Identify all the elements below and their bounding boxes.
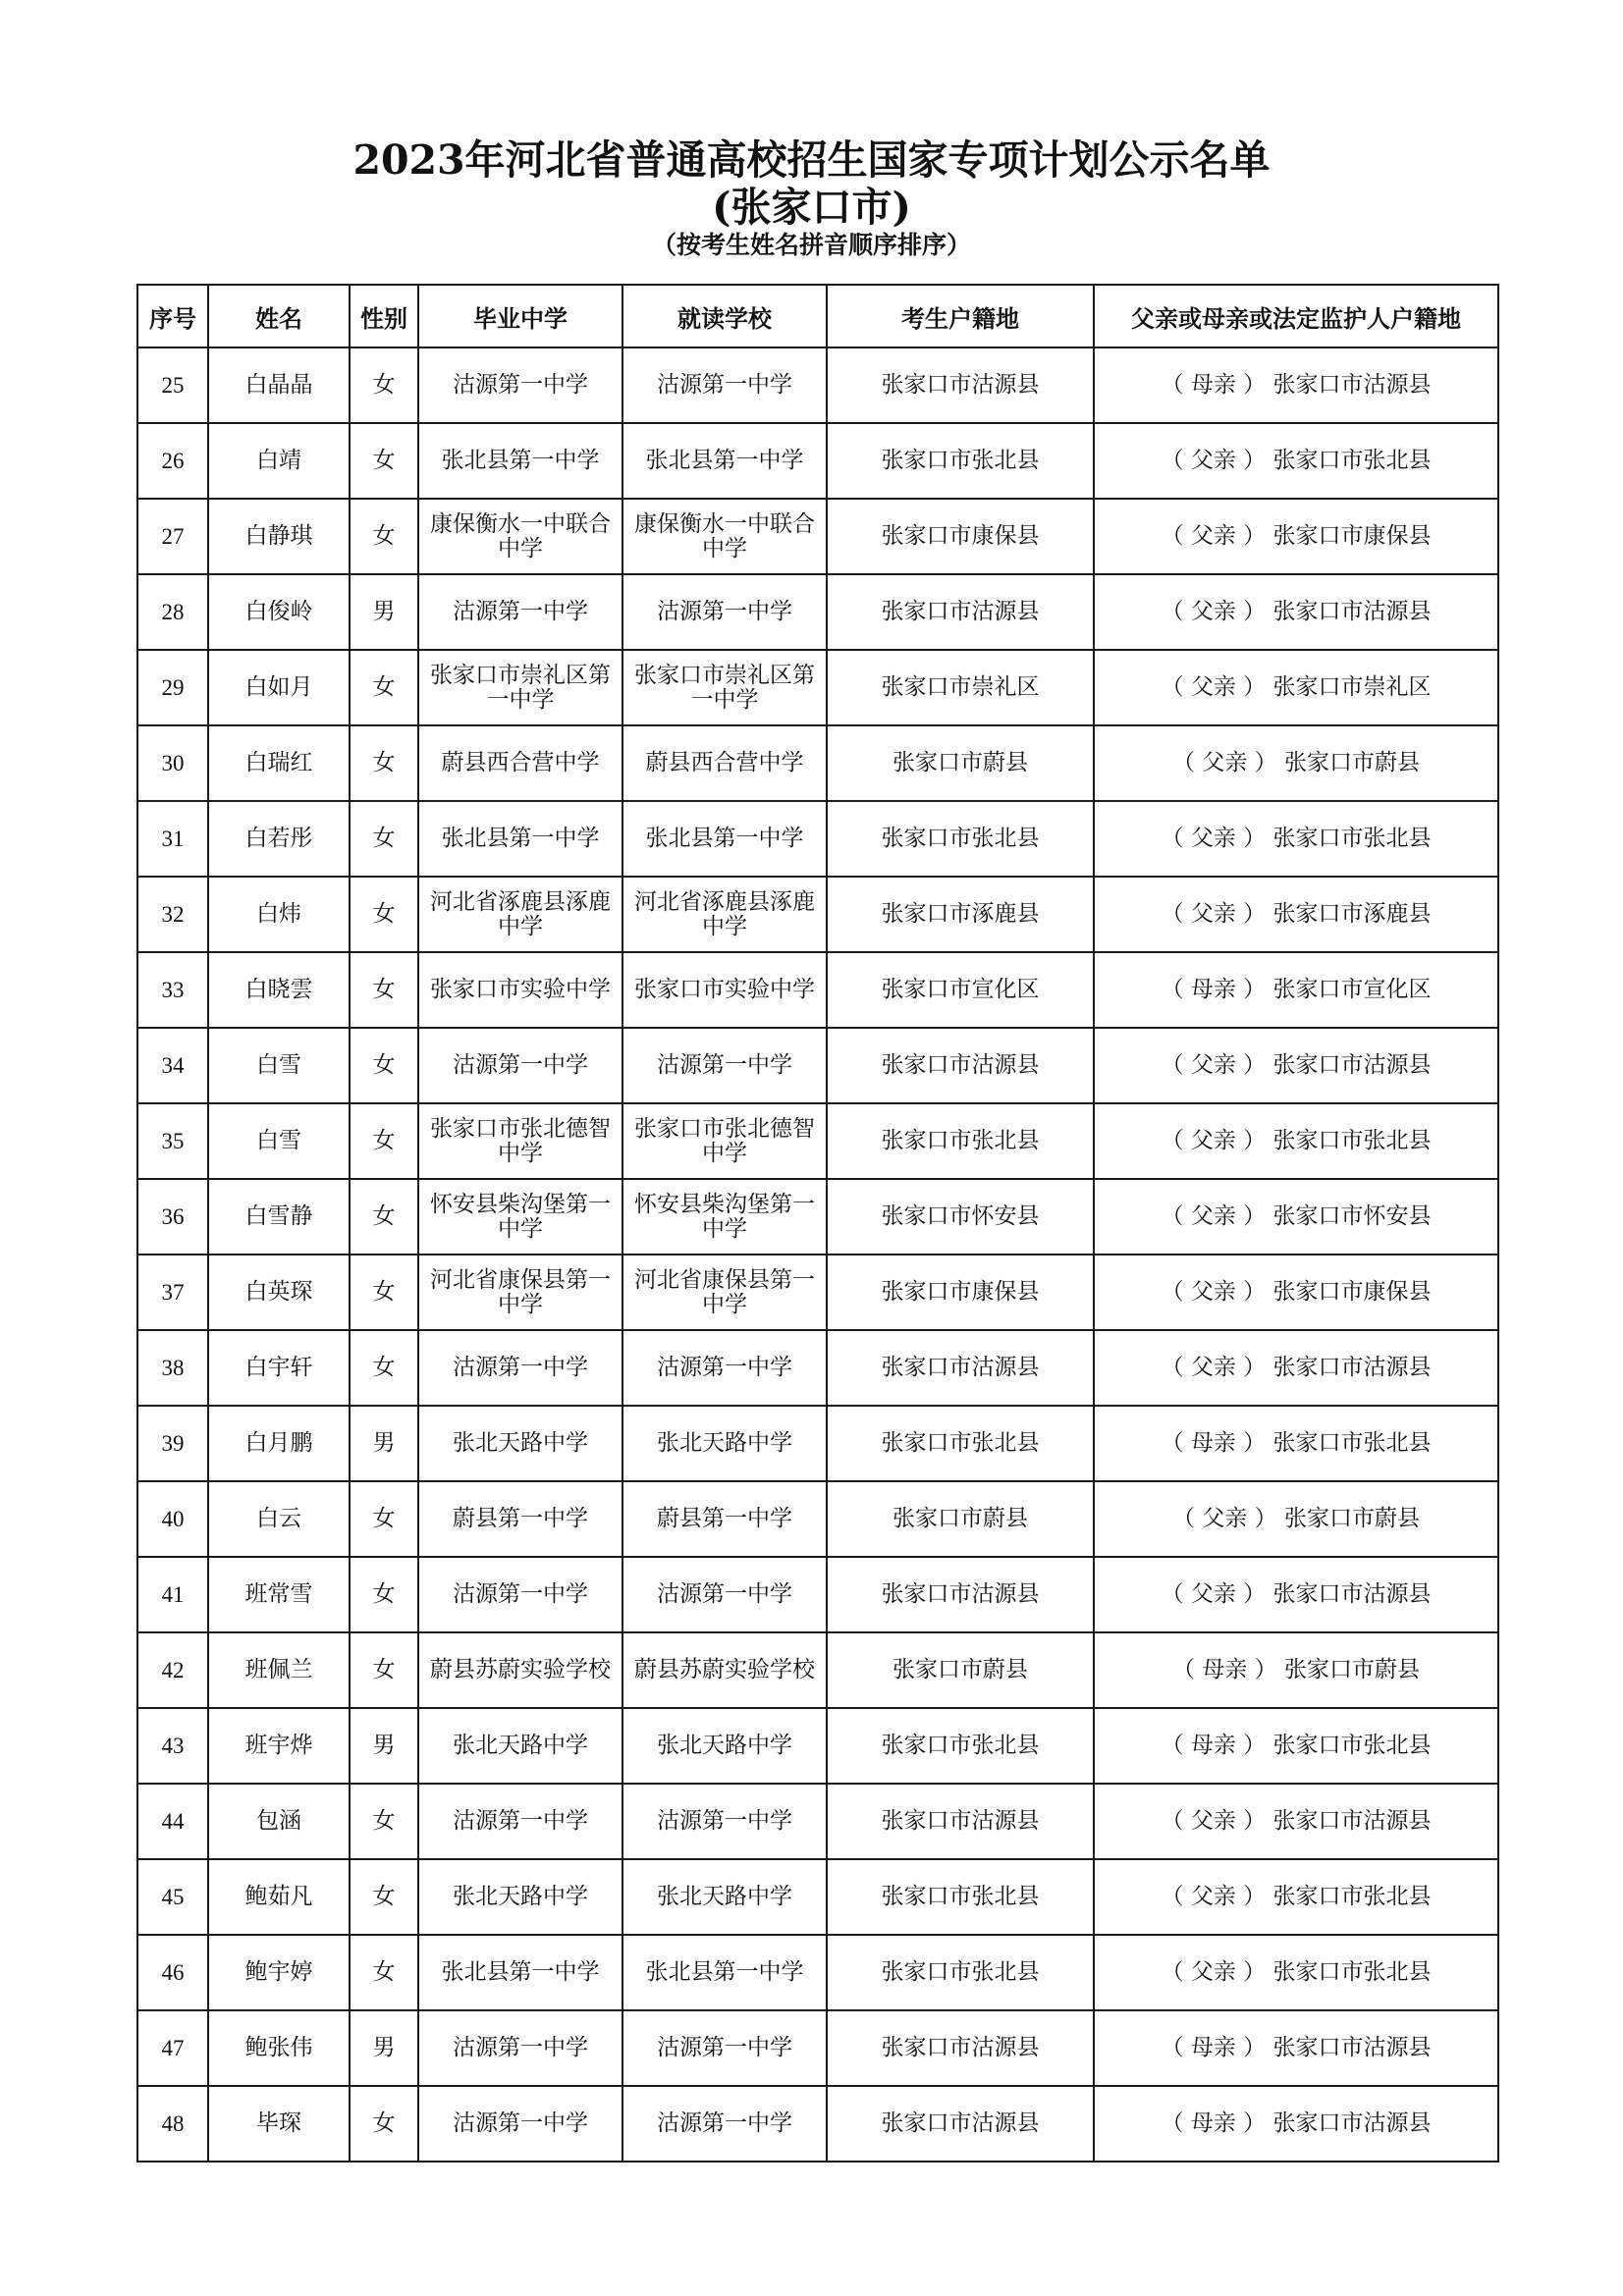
cell-graduating-school: 怀安县柴沟堡第一中学: [418, 1179, 622, 1255]
cell-graduating-school: 沽源第一中学: [418, 347, 622, 423]
header-guardian-registration: 父亲或母亲或法定监护人户籍地: [1094, 285, 1498, 347]
cell-graduating-school: 河北省涿鹿县涿鹿中学: [418, 877, 622, 952]
cell-household-registration: 张家口市沽源县: [827, 1028, 1094, 1103]
cell-household-registration: 张家口市沽源县: [827, 2010, 1094, 2086]
header-graduating-school: 毕业中学: [418, 285, 622, 347]
cell-current-school: 蔚县苏蔚实验学校: [622, 1632, 827, 1708]
cell-guardian-registration: （ 父亲 ） 张家口市沽源县: [1094, 1784, 1498, 1859]
cell-guardian-registration: （ 父亲 ） 张家口市张北县: [1094, 1859, 1498, 1935]
header-household-registration: 考生户籍地: [827, 285, 1094, 347]
cell-graduating-school: 张家口市崇礼区第一中学: [418, 650, 622, 725]
cell-name: 鲍张伟: [208, 2010, 350, 2086]
cell-graduating-school: 沽源第一中学: [418, 1784, 622, 1859]
cell-name: 白俊岭: [208, 574, 350, 650]
table-row: [137, 499, 1498, 574]
cell-guardian-registration: （ 父亲 ） 张家口市蔚县: [1094, 725, 1498, 801]
cell-household-registration: 张家口市张北县: [827, 1859, 1094, 1935]
cell-graduating-school: 张家口市张北德智中学: [418, 1103, 622, 1179]
cell-household-registration: 张家口市张北县: [827, 801, 1094, 877]
table-row: [137, 877, 1498, 952]
cell-household-registration: 张家口市沽源县: [827, 1784, 1094, 1859]
table-row: [137, 1859, 1498, 1935]
cell-guardian-registration: （ 父亲 ） 张家口市张北县: [1094, 1935, 1498, 2010]
cell-graduating-school: 沽源第一中学: [418, 1330, 622, 1406]
table-body: [137, 347, 1498, 2162]
cell-graduating-school: 张北天路中学: [418, 1708, 622, 1784]
cell-index: 43: [137, 1708, 208, 1784]
cell-name: 白瑞红: [208, 725, 350, 801]
cell-graduating-school: 蔚县第一中学: [418, 1481, 622, 1557]
cell-name: 白雪静: [208, 1179, 350, 1255]
cell-name: 班常雪: [208, 1557, 350, 1632]
cell-household-registration: 张家口市沽源县: [827, 1330, 1094, 1406]
cell-current-school: 张家口市张北德智中学: [622, 1103, 827, 1179]
cell-household-registration: 张家口市张北县: [827, 1406, 1094, 1481]
cell-name: 白雪: [208, 1028, 350, 1103]
cell-index: 25: [137, 347, 208, 423]
cell-index: 35: [137, 1103, 208, 1179]
cell-name: 白炜: [208, 877, 350, 952]
cell-name: 鲍茹凡: [208, 1859, 350, 1935]
cell-name: 鲍宇婷: [208, 1935, 350, 2010]
cell-guardian-registration: （ 母亲 ） 张家口市沽源县: [1094, 347, 1498, 423]
cell-index: 41: [137, 1557, 208, 1632]
cell-current-school: 沽源第一中学: [622, 1557, 827, 1632]
cell-index: 46: [137, 1935, 208, 2010]
cell-name: 班佩兰: [208, 1632, 350, 1708]
cell-gender: 女: [350, 1859, 418, 1935]
cell-name: 班宇烨: [208, 1708, 350, 1784]
cell-gender: 男: [350, 574, 418, 650]
cell-current-school: 张北天路中学: [622, 1708, 827, 1784]
cell-current-school: 河北省涿鹿县涿鹿中学: [622, 877, 827, 952]
table-header-row: [137, 285, 1498, 347]
cell-household-registration: 张家口市沽源县: [827, 1557, 1094, 1632]
table-row: [137, 1557, 1498, 1632]
cell-gender: 女: [350, 1179, 418, 1255]
cell-household-registration: 张家口市张北县: [827, 1935, 1094, 2010]
sort-note: （按考生姓名拼音顺序排序）: [651, 231, 971, 259]
cell-gender: 女: [350, 1632, 418, 1708]
cell-graduating-school: 河北省康保县第一中学: [418, 1255, 622, 1330]
table-row: [137, 1028, 1498, 1103]
cell-index: 44: [137, 1784, 208, 1859]
cell-name: 白靖: [208, 423, 350, 499]
cell-index: 36: [137, 1179, 208, 1255]
cell-guardian-registration: （ 父亲 ） 张家口市怀安县: [1094, 1179, 1498, 1255]
cell-household-registration: 张家口市沽源县: [827, 2086, 1094, 2162]
cell-current-school: 张北天路中学: [622, 1406, 827, 1481]
cell-guardian-registration: （ 父亲 ） 张家口市张北县: [1094, 423, 1498, 499]
cell-current-school: 沽源第一中学: [622, 2010, 827, 2086]
table-row: [137, 347, 1498, 423]
cell-graduating-school: 沽源第一中学: [418, 1557, 622, 1632]
cell-graduating-school: 沽源第一中学: [418, 574, 622, 650]
cell-gender: 女: [350, 650, 418, 725]
roster-table: [136, 284, 1499, 2163]
table-row: [137, 2010, 1498, 2086]
cell-name: 包涵: [208, 1784, 350, 1859]
cell-guardian-registration: （ 父亲 ） 张家口市沽源县: [1094, 1557, 1498, 1632]
cell-gender: 女: [350, 725, 418, 801]
cell-current-school: 张北县第一中学: [622, 801, 827, 877]
cell-name: 白静琪: [208, 499, 350, 574]
cell-graduating-school: 蔚县苏蔚实验学校: [418, 1632, 622, 1708]
cell-current-school: 沽源第一中学: [622, 574, 827, 650]
cell-gender: 男: [350, 1708, 418, 1784]
cell-current-school: 蔚县第一中学: [622, 1481, 827, 1557]
cell-index: 39: [137, 1406, 208, 1481]
cell-household-registration: 张家口市蔚县: [827, 725, 1094, 801]
cell-graduating-school: 张家口市实验中学: [418, 952, 622, 1028]
cell-gender: 男: [350, 2010, 418, 2086]
cell-graduating-school: 沽源第一中学: [418, 2086, 622, 2162]
cell-gender: 女: [350, 1935, 418, 2010]
cell-guardian-registration: （ 父亲 ） 张家口市张北县: [1094, 801, 1498, 877]
table-row: [137, 1255, 1498, 1330]
cell-household-registration: 张家口市蔚县: [827, 1632, 1094, 1708]
cell-name: 白云: [208, 1481, 350, 1557]
cell-graduating-school: 沽源第一中学: [418, 2010, 622, 2086]
cell-index: 38: [137, 1330, 208, 1406]
cell-graduating-school: 康保衡水一中联合中学: [418, 499, 622, 574]
cell-gender: 女: [350, 1255, 418, 1330]
table-row: [137, 423, 1498, 499]
table-row: [137, 574, 1498, 650]
cell-household-registration: 张家口市张北县: [827, 423, 1094, 499]
table-row: [137, 1103, 1498, 1179]
cell-household-registration: 张家口市蔚县: [827, 1481, 1094, 1557]
cell-current-school: 张北天路中学: [622, 1859, 827, 1935]
table-row: [137, 952, 1498, 1028]
cell-index: 29: [137, 650, 208, 725]
table-row: [137, 1632, 1498, 1708]
table-row: [137, 801, 1498, 877]
cell-guardian-registration: （ 母亲 ） 张家口市张北县: [1094, 1406, 1498, 1481]
cell-index: 42: [137, 1632, 208, 1708]
cell-household-registration: 张家口市康保县: [827, 1255, 1094, 1330]
table-row: [137, 650, 1498, 725]
cell-graduating-school: 张北县第一中学: [418, 1935, 622, 2010]
cell-index: 45: [137, 1859, 208, 1935]
cell-index: 33: [137, 952, 208, 1028]
cell-name: 白月鹏: [208, 1406, 350, 1481]
cell-gender: 女: [350, 801, 418, 877]
cell-gender: 女: [350, 1481, 418, 1557]
cell-household-registration: 张家口市怀安县: [827, 1179, 1094, 1255]
cell-index: 26: [137, 423, 208, 499]
cell-name: 毕琛: [208, 2086, 350, 2162]
header-gender: 性别: [350, 285, 418, 347]
cell-graduating-school: 张北县第一中学: [418, 423, 622, 499]
cell-current-school: 沽源第一中学: [622, 1028, 827, 1103]
cell-gender: 女: [350, 1028, 418, 1103]
cell-household-registration: 张家口市宣化区: [827, 952, 1094, 1028]
cell-household-registration: 张家口市沽源县: [827, 347, 1094, 423]
cell-guardian-registration: （ 父亲 ） 张家口市沽源县: [1094, 574, 1498, 650]
cell-gender: 女: [350, 1103, 418, 1179]
cell-name: 白英琛: [208, 1255, 350, 1330]
cell-gender: 女: [350, 499, 418, 574]
cell-guardian-registration: （ 母亲 ） 张家口市蔚县: [1094, 1632, 1498, 1708]
cell-guardian-registration: （ 父亲 ） 张家口市康保县: [1094, 499, 1498, 574]
cell-gender: 女: [350, 423, 418, 499]
cell-graduating-school: 张北天路中学: [418, 1859, 622, 1935]
cell-graduating-school: 张北天路中学: [418, 1406, 622, 1481]
cell-name: 白如月: [208, 650, 350, 725]
cell-current-school: 沽源第一中学: [622, 347, 827, 423]
table-row: [137, 1179, 1498, 1255]
cell-name: 白若彤: [208, 801, 350, 877]
cell-gender: 女: [350, 1330, 418, 1406]
cell-guardian-registration: （ 父亲 ） 张家口市涿鹿县: [1094, 877, 1498, 952]
cell-current-school: 张北县第一中学: [622, 423, 827, 499]
table-row: [137, 1330, 1498, 1406]
table-row: [137, 1481, 1498, 1557]
cell-current-school: 康保衡水一中联合中学: [622, 499, 827, 574]
header-current-school: 就读学校: [622, 285, 827, 347]
cell-gender: 女: [350, 952, 418, 1028]
cell-name: 白雪: [208, 1103, 350, 1179]
cell-guardian-registration: （ 父亲 ） 张家口市张北县: [1094, 1103, 1498, 1179]
cell-index: 34: [137, 1028, 208, 1103]
cell-index: 30: [137, 725, 208, 801]
cell-index: 32: [137, 877, 208, 952]
table-row: [137, 1708, 1498, 1784]
cell-guardian-registration: （ 父亲 ） 张家口市崇礼区: [1094, 650, 1498, 725]
cell-name: 白晶晶: [208, 347, 350, 423]
cell-gender: 男: [350, 1406, 418, 1481]
cell-household-registration: 张家口市张北县: [827, 1103, 1094, 1179]
cell-current-school: 沽源第一中学: [622, 2086, 827, 2162]
cell-guardian-registration: （ 母亲 ） 张家口市张北县: [1094, 1708, 1498, 1784]
cell-current-school: 河北省康保县第一中学: [622, 1255, 827, 1330]
cell-household-registration: 张家口市涿鹿县: [827, 877, 1094, 952]
cell-guardian-registration: （ 父亲 ） 张家口市康保县: [1094, 1255, 1498, 1330]
table-row: [137, 1406, 1498, 1481]
cell-index: 28: [137, 574, 208, 650]
document-subtitle: (张家口市): [712, 184, 911, 231]
cell-gender: 女: [350, 1557, 418, 1632]
cell-current-school: 沽源第一中学: [622, 1330, 827, 1406]
cell-guardian-registration: （ 母亲 ） 张家口市宣化区: [1094, 952, 1498, 1028]
cell-household-registration: 张家口市张北县: [827, 1708, 1094, 1784]
table-row: [137, 725, 1498, 801]
cell-guardian-registration: （ 父亲 ） 张家口市沽源县: [1094, 1330, 1498, 1406]
cell-index: 27: [137, 499, 208, 574]
cell-gender: 女: [350, 2086, 418, 2162]
cell-name: 白宇轩: [208, 1330, 350, 1406]
cell-current-school: 张北县第一中学: [622, 1935, 827, 2010]
cell-household-registration: 张家口市沽源县: [827, 574, 1094, 650]
cell-current-school: 张家口市崇礼区第一中学: [622, 650, 827, 725]
table-row: [137, 2086, 1498, 2162]
header-index: 序号: [137, 285, 208, 347]
cell-gender: 女: [350, 347, 418, 423]
table-row: [137, 1935, 1498, 2010]
cell-index: 40: [137, 1481, 208, 1557]
cell-guardian-registration: （ 母亲 ） 张家口市沽源县: [1094, 2086, 1498, 2162]
cell-household-registration: 张家口市康保县: [827, 499, 1094, 574]
cell-guardian-registration: （ 父亲 ） 张家口市沽源县: [1094, 1028, 1498, 1103]
header-name: 姓名: [208, 285, 350, 347]
cell-guardian-registration: （ 母亲 ） 张家口市沽源县: [1094, 2010, 1498, 2086]
cell-current-school: 沽源第一中学: [622, 1784, 827, 1859]
cell-name: 白晓雲: [208, 952, 350, 1028]
cell-gender: 女: [350, 877, 418, 952]
cell-index: 48: [137, 2086, 208, 2162]
cell-index: 47: [137, 2010, 208, 2086]
cell-gender: 女: [350, 1784, 418, 1859]
cell-household-registration: 张家口市崇礼区: [827, 650, 1094, 725]
cell-index: 37: [137, 1255, 208, 1330]
cell-graduating-school: 张北县第一中学: [418, 801, 622, 877]
cell-current-school: 张家口市实验中学: [622, 952, 827, 1028]
cell-current-school: 怀安县柴沟堡第一中学: [622, 1179, 827, 1255]
cell-index: 31: [137, 801, 208, 877]
table-row: [137, 1784, 1498, 1859]
cell-graduating-school: 沽源第一中学: [418, 1028, 622, 1103]
cell-guardian-registration: （ 父亲 ） 张家口市蔚县: [1094, 1481, 1498, 1557]
document-title: 2023年河北省普通高校招生国家专项计划公示名单: [352, 136, 1271, 184]
cell-current-school: 蔚县西合营中学: [622, 725, 827, 801]
cell-graduating-school: 蔚县西合营中学: [418, 725, 622, 801]
